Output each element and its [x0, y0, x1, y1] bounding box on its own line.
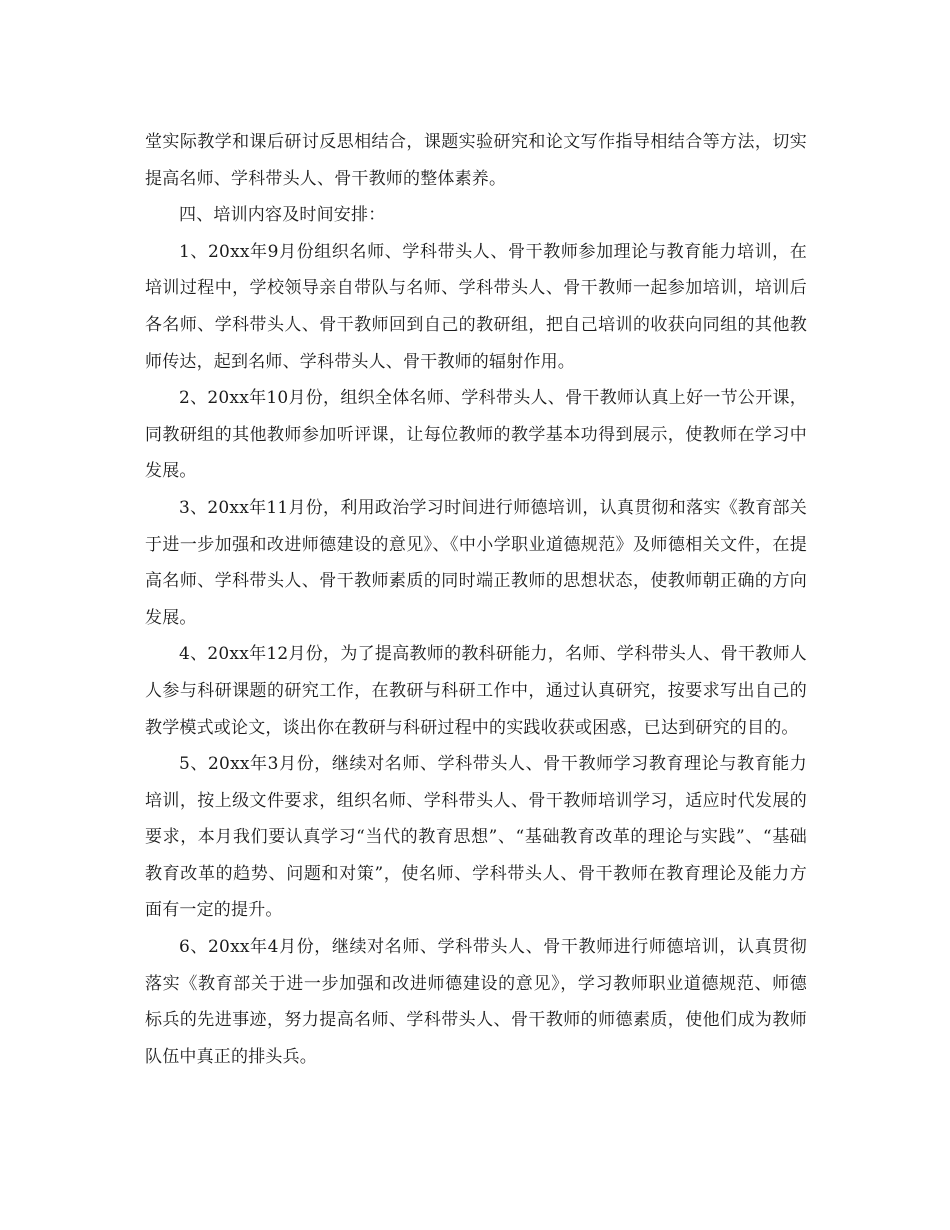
paragraph-continuation: 堂实际教学和课后研讨反思相结合，课题实验研究和论文写作指导相结合等方法，切实提高名师、学科带头人、骨干教师的整体素养。	[145, 132, 807, 189]
paragraph-item-5: 5、20xx年3月份，继续对名师、学科带头人、骨干教师学习教育理论与教育能力培训，按上级文件要求，组织名师、学科带头人、骨干教师培训学习，适应时代发展的要求，本月我们要认真学习“当代的教育思想”、“基础教育改革的理论与实践”、“基础教育改革的趋势、问题和对策”，使名师、学科带头人、骨干教师在教育理论及能力方面有一定的提升。	[145, 754, 807, 921]
paragraph-item-2: 2、20xx年10月份，组织全体名师、学科带头人、骨干教师认真上好一节公开课，同教研组的其他教师参加听评课，让每位教师的教学基本功得到展示，使教师在学习中发展。	[145, 388, 807, 482]
section-heading-training-schedule: 四、培训内容及时间安排：	[179, 205, 386, 226]
document-body	[145, 124, 807, 1075]
paragraph-item-6: 6、20xx年4月份，继续对名师、学科带头人、骨干教师进行师德培训，认真贯彻落实《教育部关于进一步加强和改进师德建设的意见》，学习教师职业道德规范、师德标兵的先进事迹，努力提高名师、学科带头人、骨干教师的师德素质，使他们成为教师队伍中真正的排头兵。	[145, 937, 807, 1067]
paragraph-item-1: 1、20xx年9月份组织名师、学科带头人、骨干教师参加理论与教育能力培训，在培训过程中，学校领导亲自带队与名师、学科带头人、骨干教师一起参加培训，培训后各名师、学科带头人、骨干教师回到自己的教研组，把自己培训的收获向同组的其他教师传达，起到名师、学科带头人、骨干教师的辐射作用。	[145, 241, 807, 372]
paragraph-item-4: 4、20xx年12月份，为了提高教师的教科研能力，名师、学科带头人、骨干教师人人参与科研课题的研究工作，在教研与科研工作中，通过认真研究，按要求写出自己的教学模式或论文，谈出你在教研与科研过程中的实践收获或困惑，已达到研究的目的。	[145, 644, 807, 738]
paragraph-item-3: 3、20xx年11月份，利用政治学习时间进行师德培训，认真贯彻和落实《教育部关于进一步加强和改进师德建设的意见》、《中小学职业道德规范》及师德相关文件，在提高名师、学科带头人、骨干教师素质的同时端正教师的思想状态，使教师朝正确的方向发展。	[145, 497, 807, 628]
